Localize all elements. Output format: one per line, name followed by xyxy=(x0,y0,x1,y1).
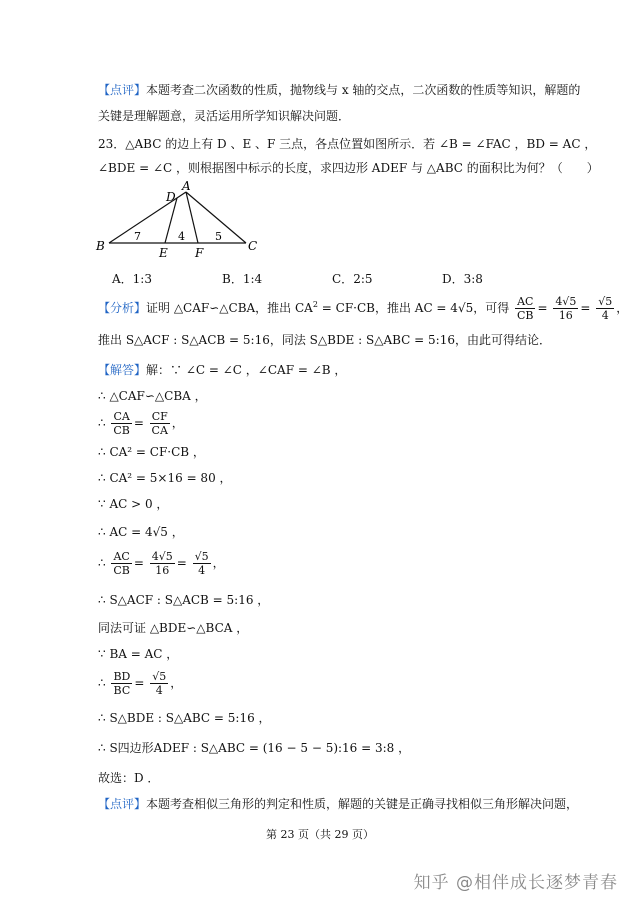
solution-line-b: ∴ △CAF∽△CBA ， xyxy=(98,389,207,403)
solution-line-n: ∴ S四边形ADEF : S△ABC = (16 − 5 − 5):16 = 3:8 ， xyxy=(98,741,411,755)
analysis-line-1: 【分析】证明 △CAF∽△CBA，推出 $CA^2 = CF\cdot CB$，推出 AC = 4√5，可得 $\frac{AC}{CB}$ = $\frac{4√5}{16}$ = $\frac{√5}{4}$ ， xyxy=(98,295,629,322)
length-EF: 4 xyxy=(178,230,185,243)
analysis-line-2: 推出 S△ACF : S△ACB = 5:16，同法 S△BDE : S△ABC = 5:16，由此可得结论． xyxy=(98,333,551,347)
label-E: E xyxy=(159,246,168,260)
length-BE: 7 xyxy=(134,230,141,243)
solution-line-a: 【解答】解：∵ ∠C = ∠C ，∠CAF = ∠B ， xyxy=(98,363,347,377)
solution-line-m: ∴ S△BDE : S△ABC = 5:16 ， xyxy=(98,711,271,725)
option-d: D．3:8 xyxy=(442,272,483,286)
solution-line-k: ∵ BA = AC ， xyxy=(98,647,179,661)
length-FC: 5 xyxy=(215,230,222,243)
solution-line-l: ∴ $\frac{BD}{BC}$ = $\frac{√5}{4}$ ， xyxy=(98,670,183,697)
page-footer: 第 23 页（共 29 页） xyxy=(266,828,374,841)
review-tag: 【点评】 xyxy=(98,83,147,97)
solution-line-i: ∴ S△ACF : S△ACB = 5:16 ， xyxy=(98,593,270,607)
analysis-tag: 【分析】 xyxy=(98,301,147,315)
label-A: A xyxy=(182,180,191,193)
option-b: B．1:4 xyxy=(222,272,263,286)
solution-line-h: ∴ $\frac{AC}{CB}$ = $\frac{4√5}{16}$ = $\frac{√5}{4}$ ， xyxy=(98,550,225,577)
triangle-figure xyxy=(94,180,274,260)
option-a: A．1:3 xyxy=(112,272,152,286)
solution-line-c: ∴ $\frac{CA}{CB}$ = $\frac{CF}{CA}$ ， xyxy=(98,410,184,437)
solution-line-o: 故选：D ． xyxy=(98,771,160,785)
review-line-2: 关键是理解题意，灵活运用所学知识解决问题． xyxy=(98,109,351,123)
label-D: D xyxy=(166,190,176,204)
question-line-1: 23．△ABC 的边上有 D 、E 、F 三点，各点位置如图所示．若 ∠B = ∠FAC ，BD = AC ， xyxy=(98,137,597,151)
solution-line-f: ∵ AC > 0 ， xyxy=(98,497,169,511)
solution-line-e: ∴ CA² = 5×16 = 80 ， xyxy=(98,471,232,485)
label-B: B xyxy=(96,239,105,253)
label-C: C xyxy=(248,239,258,253)
solution-line-d: ∴ CA² = CF·CB ， xyxy=(98,445,205,459)
review-line-1: 【点评】本题考查二次函数的性质，抛物线与 x 轴的交点，二次函数的性质等知识，解题的 xyxy=(98,83,581,97)
solution-tag: 【解答】 xyxy=(98,363,147,377)
option-c: C．2:5 xyxy=(332,272,373,286)
review-bottom-line: 【点评】本题考查相似三角形的判定和性质，解题的关键是正确寻找相似三角形解决问题， xyxy=(98,797,579,811)
watermark: 知乎 @相伴成长逐梦青春 xyxy=(413,873,618,893)
review-bottom-tag: 【点评】 xyxy=(98,797,147,811)
label-F: F xyxy=(195,246,204,260)
question-line-2: ∠BDE = ∠C ，则根据图中标示的长度，求四边形 ADEF 与 △ABC 的面积比为何？（ ） xyxy=(98,161,599,175)
solution-line-g: ∴ AC = 4√5 ， xyxy=(98,525,184,539)
solution-line-j: 同法可证 △BDE∽△BCA ， xyxy=(98,621,249,635)
